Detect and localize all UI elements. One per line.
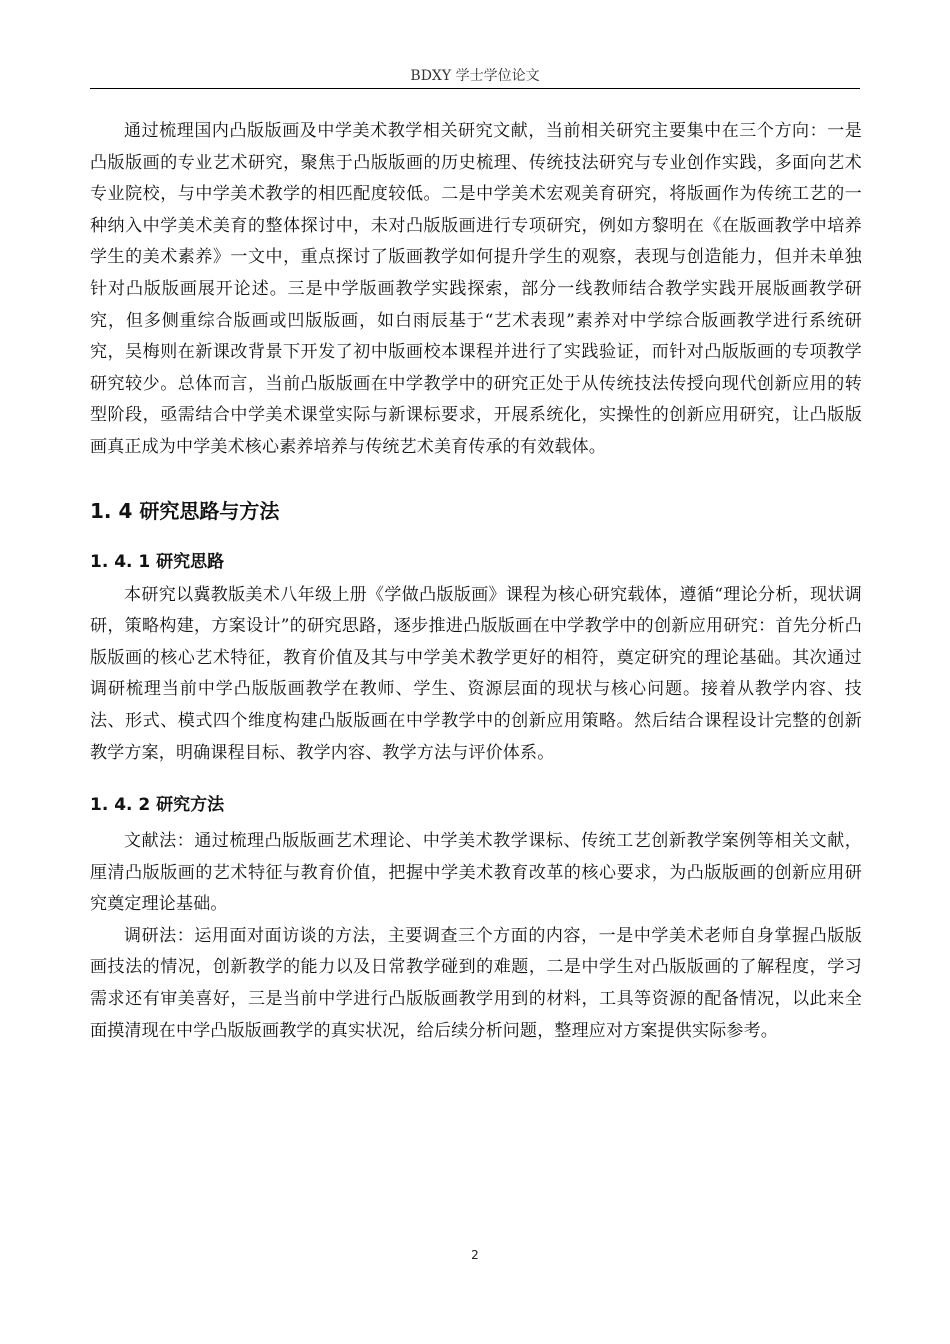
page-body	[90, 116, 862, 1047]
subsection-heading-research-ideas: 1. 4. 1 研究思路	[90, 551, 225, 572]
survey-method-paragraph: 调研法：运用面对面访谈的方法，主要调查三个方面的内容，一是中学美术老师自身掌握凸版版画技法的情况，创新教学的能力以及日常教学碰到的难题，二是中学生对凸版版画的了解程度，学习需求还有审美喜好，三是当前中学进行凸版版画教学用到的材料，工具等资源的配备情况，以此来全面摸清现在中学凸版版画教学的真实状况，给后续分析问题，整理应对方案提供实际参考。	[90, 925, 862, 1041]
subsection-heading-research-methods: 1. 4. 2 研究方法	[90, 795, 225, 816]
literature-method-paragraph: 文献法：通过梳理凸版版画艺术理论、中学美术教学课标、传统工艺创新教学案例等相关文献，厘清凸版版画的艺术特征与教育价值，把握中学美术教育改革的核心要求，为凸版版画的创新应用研究奠定理论基础。	[90, 831, 862, 915]
running-header	[90, 66, 860, 89]
intro-paragraph: 通过梳理国内凸版版画及中学美术教学相关研究文献，当前相关研究主要集中在三个方向：一是凸版版画的专业艺术研究，聚焦于凸版版画的历史梳理、传统技法研究与专业创作实践，多面向艺术专业院校，与中学美术教学的相匹配度较低。二是中学美术宏观美育研究，将版画作为传统工艺的一种纳入中学美术美育的整体探讨中，未对凸版版画进行专项研究，例如方黎明在《在版画教学中培养学生的美术素养》一文中，重点探讨了版画教学如何提升学生的观察，表现与创造能力，但并未单独针对凸版版画展开论述。三是中学版画教学实践探索，部分一线教师结合教学实践开展版画教学研究，但多侧重综合版画或凹版版画，如白雨辰基于“艺术表现”素养对中学综合版画教学进行系统研究，吴梅则在新课改背景下开发了初中版画校本课程并进行了实践验证，而针对凸版版画的专项教学研究较少。总体而言，当前凸版版画在中学教学中的研究正处于从传统技法传授向现代创新应用的转型阶段，亟需结合中学美术课堂实际与新课标要求，开展系统化，实操性的创新应用研究，让凸版版画真正成为中学美术核心素养培养与传统艺术美育传承的有效载体。	[90, 121, 862, 457]
section-heading-research-approach: 1. 4 研究思路与方法	[90, 498, 280, 523]
running-title: BDXY 学士学位论文	[410, 68, 540, 84]
page-number: 2	[471, 1248, 479, 1262]
research-ideas-paragraph: 本研究以冀教版美术八年级上册《学做凸版版画》课程为核心研究载体，遵循“理论分析，现状调研，策略构建，方案设计”的研究思路，逐步推进凸版版画在中学教学中的创新应用研究：首先分析凸版版画的核心艺术特征，教育价值及其与中学美术教学更好的相符，奠定研究的理论基础。其次通过调研梳理当前中学凸版版画教学在教师、学生、资源层面的现状与核心问题。接着从教学内容、技法、形式、模式四个维度构建凸版版画在中学教学中的创新应用策略。然后结合课程设计完整的创新教学方案，明确课程目标、教学内容、教学方法与评价体系。	[90, 584, 862, 763]
